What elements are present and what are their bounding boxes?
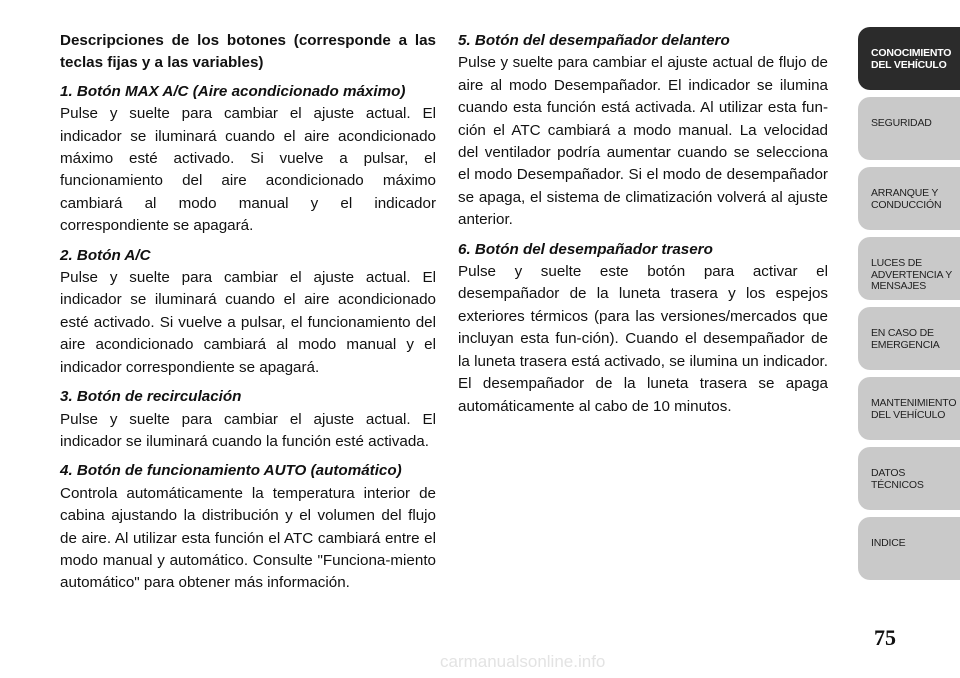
button-6-body: Pulse y suelte este botón para activar el desempañador de la luneta trasera y los espejos exteriores térmicos (para las versiones/mercados que incluyan esta fun-ción). Cuando el desempañador de la luneta trasera está activado, se ilumina un indicador. El desempañador de la luneta trasera se apaga automáticamente al cabo de 10 minutos. (458, 263, 828, 415)
button-6-title: 6. Botón del desempañador trasero (458, 240, 713, 258)
button-5-title: 5. Botón del desempañador delantero (458, 32, 730, 49)
tab-indice[interactable]: INDICE (858, 517, 960, 580)
button-1-body: Pulse y suelte para cambiar el ajuste actual. El indicador se iluminará cuando el aire acondicionado máximo esté activado. Si vuelve a pulsar, el funcionamiento del aire acondicionado máximo cambiará al modo manual y el indicador correspondiente se apagará. (60, 105, 436, 235)
right-column (458, 30, 828, 425)
tab-seguridad[interactable]: SEGURIDAD (858, 97, 960, 160)
button-2-body: Pulse y suelte para cambiar el ajuste actual. El indicador se iluminará cuando el aire acondicionado esté activado. Si vuelve a pulsar, el funcionamiento del aire acondicionado cambiará al modo manual y el indicador correspondiente se apagará. (60, 269, 436, 376)
tab-conocimiento-del-vehiculo[interactable]: CONOCIMIENTO DEL VEHÍCULO (858, 27, 960, 90)
button-4-title: 4. Botón de funcionamiento AUTO (automático) (60, 462, 402, 480)
tab-en-caso-de-emergencia[interactable]: EN CASO DE EMERGENCIA (858, 307, 960, 370)
page-number: 75 (874, 625, 896, 650)
watermark: carmanualsonline.info (440, 652, 606, 671)
tab-datos-tecnicos[interactable]: DATOS TÉCNICOS (858, 447, 960, 510)
button-2-title: 2. Botón A/C (60, 246, 151, 264)
tab-mantenimiento-del-vehiculo[interactable]: MANTENIMIENTO DEL VEHÍCULO (858, 377, 960, 440)
button-5-body: Pulse y suelte para cambiar el ajuste actual de flujo de aire al modo Desempañador. El indicador se ilumina cuando esta función está activada. Al utilizar esta fun-ción el ATC cambiará a modo manual. La velocidad del ventilador podría aumentar cuando se selecciona el modo Desempañador. Si el modo de desempañador se apaga, el sistema de climatización volverá al ajuste anterior. (458, 54, 828, 229)
button-3-body: Pulse y suelte para cambiar el ajuste actual. El indicador se iluminará cuando la función esté activada. (60, 410, 436, 450)
tab-luces-de-advertencia[interactable]: LUCES DE ADVERTENCIA Y MENSAJES (858, 237, 960, 300)
chapter-tabs (858, 27, 960, 587)
tab-arranque-y-conduccion[interactable]: ARRANQUE Y CONDUCCIÓN (858, 167, 960, 230)
button-4-body: Controla automáticamente la temperatura interior de cabina ajustando la distribución y el volumen del flujo de aire. Al utilizar esta función el ATC cambiará entre el modo manual y automático. Consulte "Funciona-miento automático" para obtener más información. (60, 484, 436, 592)
left-column (60, 30, 436, 602)
button-1-title: 1. Botón MAX A/C (Aire acondicionado máximo) (60, 82, 406, 100)
section-heading: Descripciones de los botones (corresponde a las teclas fijas y a las variables) (60, 32, 436, 72)
button-3-title: 3. Botón de recirculación (60, 388, 242, 406)
